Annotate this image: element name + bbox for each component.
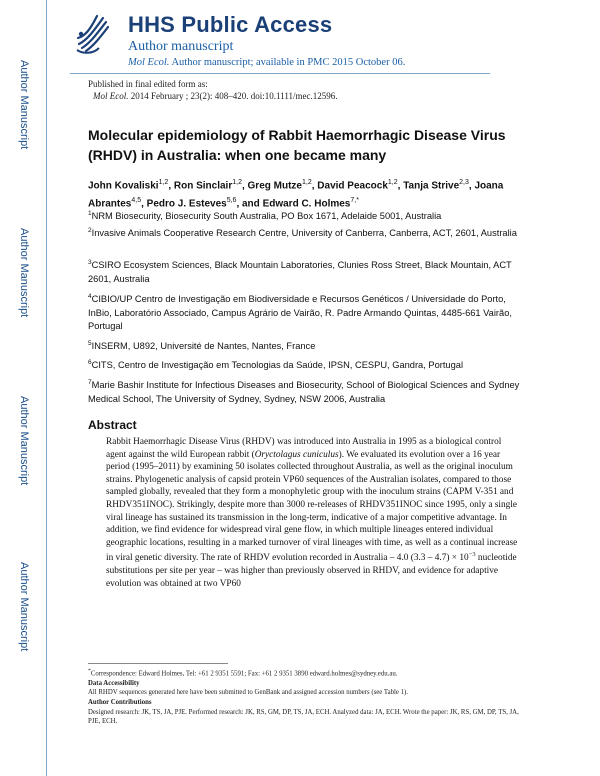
affiliation <box>88 290 523 334</box>
affiliation-text: CIBIO/UP Centro de Investigação em Biodiversidade e Recursos Genéticos / Universidade do Porto, InBio, Laboratório Associado, Campus Agrário de Vairão, R. Padre Armando Quintas, 4485-661 Vairão, Portugal <box>88 294 512 332</box>
abstract-text: nucleotide substitutions per site per year – was higher than previously observed in RHDV, and evidence for adaptive evolution was obtained at two VP60 <box>106 553 517 589</box>
affiliation <box>88 337 523 354</box>
author-separator: , <box>311 180 318 192</box>
data-accessibility <box>88 679 528 689</box>
header-availability-text: Author manuscript; available in PMC 2015 October 06. <box>171 57 406 68</box>
author-contributions-heading: Author Contributions <box>88 699 152 707</box>
sidebar-label: Author Manuscript <box>18 228 30 318</box>
author-name: Greg Mutze <box>247 180 302 192</box>
header-journal: Mol Ecol. <box>128 57 170 68</box>
header-subtitle: Author manuscript <box>128 39 234 54</box>
correspondence-text: Correspondence: Edward Holmes, Tel: +61 2 9351 5591; Fax: +61 2 9351 3890 edward.holmes@sydney.edu.au. <box>90 670 398 678</box>
publication-info <box>88 78 337 102</box>
affiliation-text: Invasive Animals Cooperative Research Centre, University of Canberra, Canberra, ACT, 2601, Australia <box>91 228 517 239</box>
affiliation-number: 6 <box>88 359 92 366</box>
footnote-divider <box>88 663 228 664</box>
author-separator: , <box>468 180 475 192</box>
author-name: John Kovaliski <box>88 180 159 192</box>
affiliation <box>88 224 523 241</box>
author-name: Pedro J. Esteves <box>146 198 227 210</box>
author-name: David Peacock <box>317 180 388 192</box>
article-title: Molecular epidemiology of Rabbit Haemorrhagic Disease Virus (RHDV) in Australia: when one became many <box>88 127 506 163</box>
sidebar-label: Author Manuscript <box>18 60 30 150</box>
author-affiliation-mark: 1,2 <box>387 179 398 186</box>
affiliation-number: 4 <box>88 293 92 300</box>
abstract-exponent: −3 <box>468 551 476 559</box>
affiliation <box>88 207 523 224</box>
affiliation-text: Marie Bashir Institute for Infectious Diseases and Biosecurity, School of Biological Sciences and Sydney Medical School, The University of Sydney, Sydney, NSW 2006, Australia <box>88 380 520 404</box>
correspondence-note <box>88 667 528 679</box>
sidebar-label: Author Manuscript <box>18 562 30 652</box>
data-accessibility-heading: Data Accessibility <box>88 679 140 687</box>
abstract-text: ). We evaluated its evolution over a 16 year period (1995–2011) by examining 50 isolates collected throughout Australia, as well as the original inoculum strains. Phylogenetic analysis of capsid protein VP60 sequences of the Australian isolates, compared to those sampled globally, revealed that they form a monophyletic group with the inoculum strains (CAPM V-351 and RHDV351INOC). Strikingly, despite more than 3000 re-releases of RHDV351INOC since 1995, only a single viral lineage has sustained its transmission in the long-term, indicative of a major competitive advantage. In addition, we find evidence for widespread viral gene flow, in which multiple lineages entered individual geographic locations, resulting in a marked turnover of viral lineages with time, as well as a continual increase in viral genetic diversity. The rate of RHDV evolution recorded in Australia – 4.0 (3.3 – 4.7) × 10 <box>106 449 518 564</box>
affiliation-number: 2 <box>88 227 92 234</box>
author-affiliation-mark: 1,2 <box>232 179 242 186</box>
affiliation-number: 7 <box>88 379 92 386</box>
author-affiliation-mark: 5,6 <box>226 197 237 205</box>
author-name: Ron Sinclair <box>173 180 233 192</box>
header-title: HHS Public Access <box>128 12 333 37</box>
affiliation-text: CSIRO Ecosystem Sciences, Black Mountain Laboratories, Clunies Ross Street, Black Mountain, ACT 2601, Australia <box>88 260 512 284</box>
author-contributions <box>88 698 528 708</box>
author-affiliation-mark: 4,5 <box>131 197 142 205</box>
correspondence-mark: * <box>88 668 91 674</box>
abstract-text: Rabbit Haemorrhagic Disease Virus (RHDV) was introduced into Australia in 1995 as a biological control agent against the wild European rabbit ( <box>106 437 502 460</box>
footnotes <box>88 667 528 727</box>
author-affiliation-mark: 7,* <box>350 197 359 205</box>
sidebar-label: Author Manuscript <box>18 396 30 486</box>
affiliation-number: 1 <box>88 210 92 217</box>
affiliation-number: 5 <box>88 340 92 347</box>
author-name: Edward C. Holmes <box>262 198 351 210</box>
author-separator: , <box>141 198 147 210</box>
abstract-species: Oryctolagus cuniculus <box>254 449 339 460</box>
author-name: Tanja Strive <box>403 180 460 192</box>
author-separator: , <box>241 180 248 192</box>
affiliation <box>88 356 523 373</box>
affiliation-number: 3 <box>88 259 92 266</box>
header-availability <box>128 57 405 68</box>
author-separator: , and <box>236 198 263 210</box>
author-affiliation-mark: 1,2 <box>158 179 169 186</box>
affiliation <box>88 376 523 406</box>
abstract-heading: Abstract <box>88 418 137 432</box>
author-affiliation-mark: 1,2 <box>301 179 312 186</box>
author-separator: , <box>168 180 174 192</box>
data-accessibility-text: All RHDV sequences generated here have been submitted to GenBank and assigned accession numbers (see Table 1). <box>88 689 408 697</box>
affiliation-text: NRM Biosecurity, Biosecurity South Australia, PO Box 1671, Adelaide 5001, Australia <box>91 211 442 222</box>
author-name: Joana Abrantes <box>88 180 504 210</box>
publication-citation: 2014 February ; 23(2): 408–420. doi:10.1111/mec.12596. <box>130 91 338 101</box>
author-contributions-text: Designed research: JK, TS, JA, PJE. Performed research: JK, RS, GM, DP, TS, JA, ECH. Analyzed data: JA, ECH. Wrote the paper: JK, RS, GM, DP, TS, JA, PJE, ECH. <box>88 708 519 726</box>
author-affiliation-mark: 2,3 <box>459 179 469 186</box>
affiliation <box>88 256 523 286</box>
author-separator: , <box>397 180 404 192</box>
affiliation-text: CITS, Centro de Investigação em Tecnologias da Saúde, IPSN, CESPU, Gandra, Portugal <box>91 360 464 371</box>
publication-label: Published in final edited form as: <box>88 79 208 89</box>
affiliation-text: INSERM, U892, Université de Nantes, Nantes, France <box>91 341 316 352</box>
abstract-body <box>106 436 521 590</box>
header-divider <box>70 73 490 74</box>
publication-journal: Mol Ecol. <box>93 91 129 101</box>
publication-citation-line <box>88 90 337 102</box>
author-manuscript-sidebar <box>0 0 47 776</box>
hhs-eagle-logo-icon <box>73 10 111 56</box>
